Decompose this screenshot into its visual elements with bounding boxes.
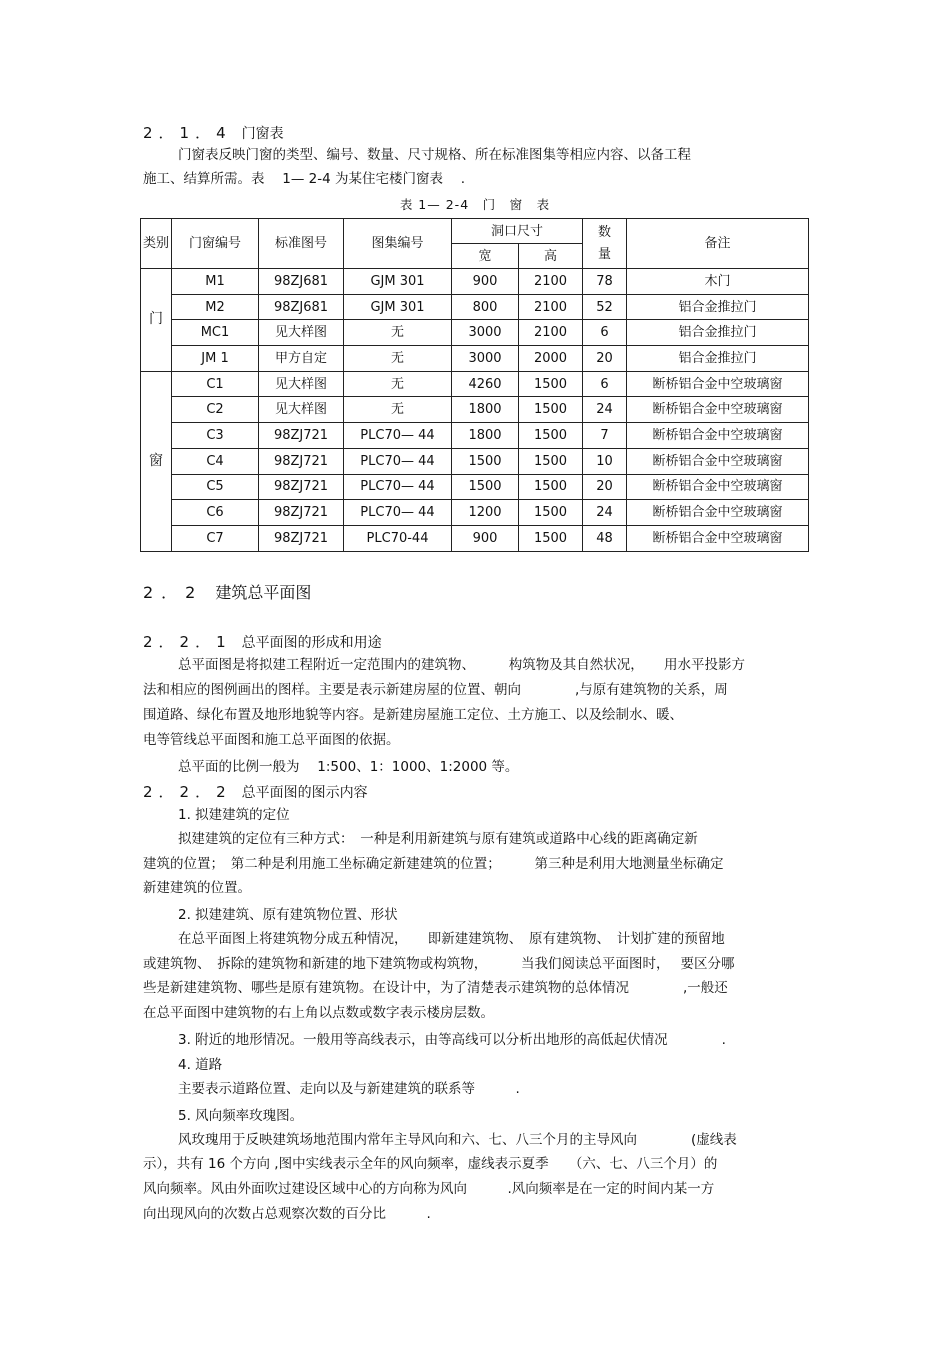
cell-atlas: PLC70— 44 [344, 448, 452, 474]
paragraph-line: 电等管线总平面图和施工总平面图的依据。 [143, 732, 400, 748]
cell-qty: 52 [583, 294, 627, 320]
cell-qty: 7 [583, 423, 627, 449]
cell-code: C5 [172, 474, 259, 500]
paragraph-line: 建筑的位置； 第二种是利用施工坐标确定新建建筑的位置； 第三种是利用大地测量坐标确定 [143, 856, 724, 872]
header-opening: 洞口尺寸 [452, 219, 583, 244]
cell-width: 1200 [452, 500, 519, 526]
table-caption: 表 1— 2-4 门 窗 表 [399, 197, 551, 212]
cell-code: C3 [172, 423, 259, 449]
cell-width: 800 [452, 294, 519, 320]
intro-line-1: 门窗表反映门窗的类型、编号、数量、尺寸规格、所在标准图集等相应内容、以备工程 [178, 147, 691, 163]
cell-atlas: PLC70— 44 [344, 500, 452, 526]
paragraph-line: 法和相应的图例画出的图样。主要是表示新建房屋的位置、朝向 ,与原有建筑物的关系，周 [143, 682, 728, 698]
cell-atlas: PLC70-44 [344, 525, 452, 551]
cell-atlas: PLC70— 44 [344, 474, 452, 500]
cell-std: 98ZJ681 [259, 269, 344, 295]
cell-height: 1500 [519, 371, 583, 397]
item-title: 4. 道路 [178, 1057, 223, 1073]
cell-note: 铝合金推拉门 [627, 320, 809, 346]
cell-std: 98ZJ721 [259, 423, 344, 449]
table-header-row [141, 219, 809, 244]
cell-atlas: PLC70— 44 [344, 423, 452, 449]
cell-height: 2100 [519, 269, 583, 295]
cell-atlas: 无 [344, 346, 452, 372]
section-title: 总平面图的图示内容 [241, 785, 368, 801]
cell-height: 1500 [519, 474, 583, 500]
paragraph-line: 风玫瑰用于反映建筑场地范围内常年主导风向和六、七、八三个月的主导风向 (虚线表 [178, 1132, 737, 1148]
cell-height: 1500 [519, 423, 583, 449]
cell-std: 98ZJ721 [259, 448, 344, 474]
cell-qty: 6 [583, 371, 627, 397]
item-title: 1. 拟建建筑的定位 [178, 807, 290, 823]
cell-atlas: 无 [344, 371, 452, 397]
cell-note: 断桥铝合金中空玻璃窗 [627, 525, 809, 551]
section-title: 建筑总平面图 [215, 583, 312, 602]
cell-height: 1500 [519, 448, 583, 474]
cell-qty: 20 [583, 474, 627, 500]
paragraph-line: 围道路、绿化布置及地形地貌等内容。是新建房屋施工定位、土方施工、以及绘制水、暖、 [143, 707, 683, 723]
paragraph-line: 些是新建建筑物、哪些是原有建筑物。在设计中，为了清楚表示建筑物的总体情况 ,一般还 [143, 980, 728, 996]
cell-code: M2 [172, 294, 259, 320]
cell-height: 2100 [519, 294, 583, 320]
cell-note: 铝合金推拉门 [627, 294, 809, 320]
intro-line-2: 施工、结算所需。表 1— 2-4 为某住宅楼门窗表 . [143, 171, 466, 187]
cell-std: 见大样图 [259, 371, 344, 397]
cell-atlas: 无 [344, 397, 452, 423]
section-heading-2-2-1 [143, 631, 382, 652]
paragraph-line: 风向频率。风由外面吹过建设区域中心的方向称为风向 .风向频率是在一定的时间内某一方 [143, 1181, 715, 1197]
header-code: 门窗编号 [172, 219, 259, 269]
table-row [141, 269, 809, 295]
paragraph-line: 总平面的比例一般为 1:500、1：1000、1:2000 等。 [178, 759, 519, 775]
item-title: 2. 拟建建筑、原有建筑物位置、形状 [178, 907, 398, 923]
header-width: 宽 [452, 244, 519, 269]
cell-std: 甲方自定 [259, 346, 344, 372]
cell-height: 2100 [519, 320, 583, 346]
cell-std: 98ZJ721 [259, 525, 344, 551]
section-heading-2-2 [143, 580, 311, 603]
table-row [141, 448, 809, 474]
header-atlas: 图集编号 [344, 219, 452, 269]
cell-std: 98ZJ721 [259, 474, 344, 500]
table-row [141, 346, 809, 372]
item-title: 5. 风向频率玫瑰图。 [178, 1108, 304, 1124]
cell-width: 1800 [452, 397, 519, 423]
cell-code: MC1 [172, 320, 259, 346]
cell-qty: 10 [583, 448, 627, 474]
cell-width: 900 [452, 525, 519, 551]
cell-height: 1500 [519, 397, 583, 423]
paragraph-line: 向出现风向的次数占总观察次数的百分比 . [143, 1206, 431, 1222]
paragraph-line: 在总平面图中建筑物的右上角以点数或数字表示楼房层数。 [143, 1005, 494, 1021]
cell-note: 断桥铝合金中空玻璃窗 [627, 423, 809, 449]
section-number: 2．2．1 [143, 633, 232, 651]
table-row [141, 397, 809, 423]
section-number: 2．1．4 [143, 124, 232, 142]
cell-atlas: 无 [344, 320, 452, 346]
header-qty: 数量 [583, 219, 627, 269]
section-heading-2-2-2 [143, 781, 368, 802]
category-window: 窗 [141, 371, 172, 551]
cell-width: 1500 [452, 448, 519, 474]
cell-height: 1500 [519, 500, 583, 526]
cell-qty: 78 [583, 269, 627, 295]
cell-code: C2 [172, 397, 259, 423]
table-row [141, 371, 809, 397]
table-row [141, 474, 809, 500]
cell-width: 1500 [452, 474, 519, 500]
door-window-table [140, 218, 809, 552]
paragraph-line: 拟建建筑的定位有三种方式： 一种是利用新建筑与原有建筑或道路中心线的距离确定新 [178, 831, 698, 847]
cell-std: 见大样图 [259, 397, 344, 423]
cell-width: 3000 [452, 320, 519, 346]
paragraph-line: 主要表示道路位置、走向以及与新建建筑的联系等 . [178, 1081, 520, 1097]
paragraph-line: 在总平面图上将建筑物分成五种情况， 即新建建筑物、 原有建筑物、 计划扩建的预留地 [178, 931, 725, 947]
cell-code: C4 [172, 448, 259, 474]
paragraph-line: 或建筑物、 拆除的建筑物和新建的地下建筑物或构筑物， 当我们阅读总平面图时， 要区分哪 [143, 956, 735, 972]
cell-width: 900 [452, 269, 519, 295]
header-category: 类别 [141, 219, 172, 269]
cell-height: 2000 [519, 346, 583, 372]
header-height: 高 [519, 244, 583, 269]
cell-qty: 6 [583, 320, 627, 346]
cell-note: 断桥铝合金中空玻璃窗 [627, 474, 809, 500]
cell-code: C1 [172, 371, 259, 397]
cell-qty: 24 [583, 500, 627, 526]
cell-width: 4260 [452, 371, 519, 397]
cell-note: 木门 [627, 269, 809, 295]
item-title: 3. 附近的地形情况。一般用等高线表示，由等高线可以分析出地形的高低起伏情况 . [178, 1032, 726, 1048]
cell-note: 断桥铝合金中空玻璃窗 [627, 448, 809, 474]
cell-width: 3000 [452, 346, 519, 372]
cell-qty: 20 [583, 346, 627, 372]
section-heading-2-1-4 [143, 122, 284, 143]
cell-height: 1500 [519, 525, 583, 551]
cell-note: 断桥铝合金中空玻璃窗 [627, 371, 809, 397]
section-title: 门窗表 [241, 126, 284, 142]
header-std: 标准图号 [259, 219, 344, 269]
cell-code: C6 [172, 500, 259, 526]
paragraph-line: 总平面图是将拟建工程附近一定范围内的建筑物、 构筑物及其自然状况， 用水平投影方 [178, 657, 745, 673]
table-row [141, 423, 809, 449]
cell-note: 断桥铝合金中空玻璃窗 [627, 500, 809, 526]
paragraph-line: 新建建筑的位置。 [143, 880, 251, 896]
table-row [141, 320, 809, 346]
table-row [141, 294, 809, 320]
cell-note: 铝合金推拉门 [627, 346, 809, 372]
section-number: 2．2．2 [143, 783, 232, 801]
table-row [141, 525, 809, 551]
paragraph-line: 示），共有 16 个方向 ,图中实线表示全年的风向频率，虚线表示夏季 （六、七、八三个月）的 [143, 1156, 718, 1172]
table-row [141, 500, 809, 526]
cell-std: 98ZJ681 [259, 294, 344, 320]
cell-width: 1800 [452, 423, 519, 449]
cell-std: 见大样图 [259, 320, 344, 346]
section-title: 总平面图的形成和用途 [241, 635, 382, 651]
section-number: 2．2 [143, 583, 204, 602]
cell-qty: 24 [583, 397, 627, 423]
cell-code: M1 [172, 269, 259, 295]
cell-code: C7 [172, 525, 259, 551]
category-door: 门 [141, 269, 172, 372]
cell-std: 98ZJ721 [259, 500, 344, 526]
cell-atlas: GJM 301 [344, 269, 452, 295]
cell-atlas: GJM 301 [344, 294, 452, 320]
cell-code: JM 1 [172, 346, 259, 372]
header-note: 备注 [627, 219, 809, 269]
cell-note: 断桥铝合金中空玻璃窗 [627, 397, 809, 423]
cell-qty: 48 [583, 525, 627, 551]
